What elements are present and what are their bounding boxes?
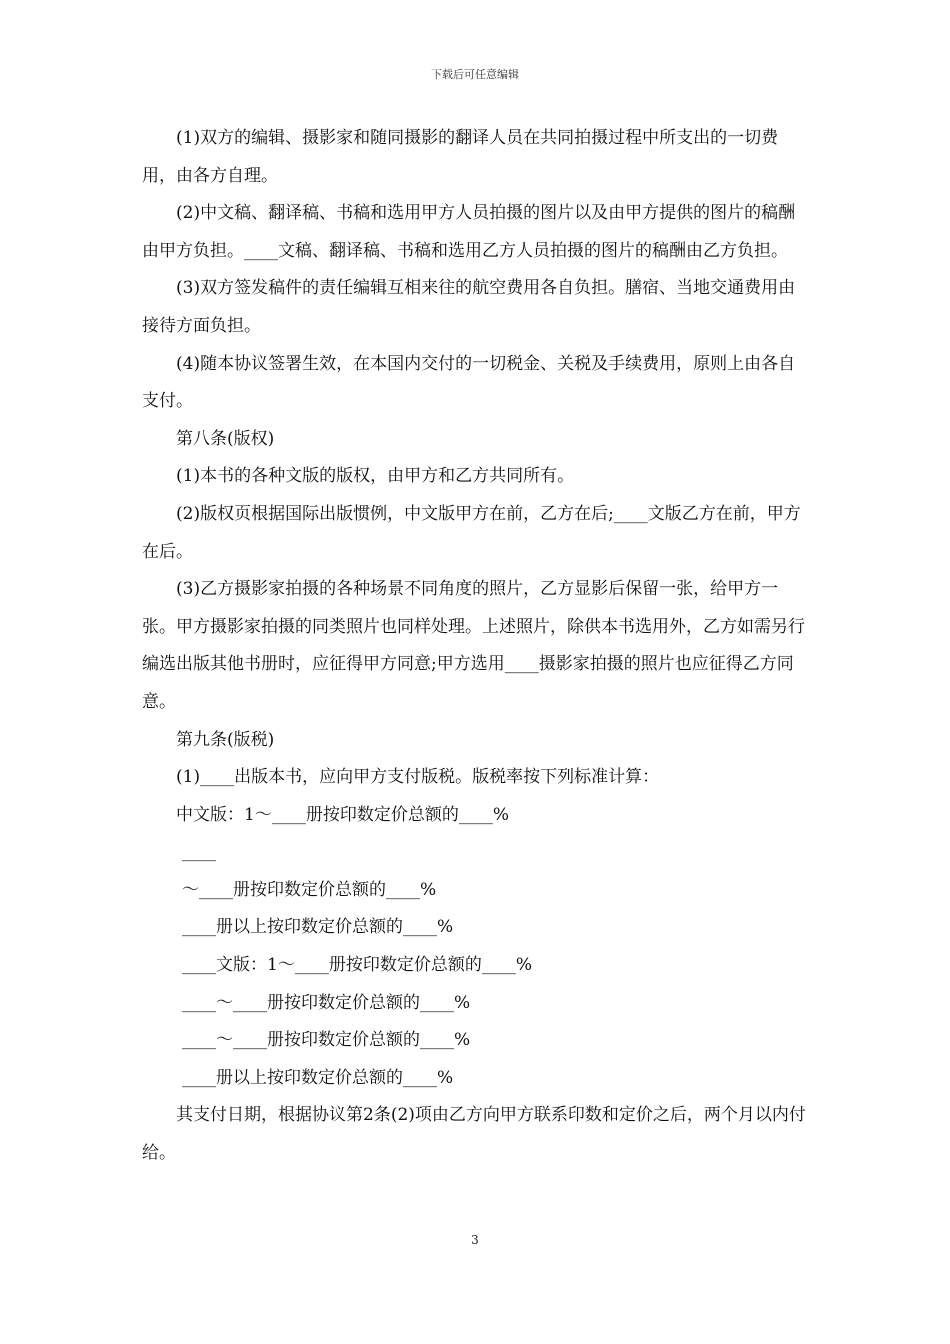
- clause-paragraph: (4)随本协议签署生效，在本国内交付的一切税金、关税及手续费用，原则上由各自支付。: [142, 353, 796, 412]
- clause-paragraph: (3)乙方摄影家拍摄的各种场景不同角度的照片，乙方显影后保留一张，给甲方一张。甲方摄影家拍摄的同类照片也同样处理。上述照片，除供本书选用外，乙方如需另行编选出版其他书册时，应征得甲方同意;甲方选用____摄影家拍摄的照片也应征得乙方同意。: [142, 579, 805, 712]
- page-header: 下载后可任意编辑: [431, 68, 519, 81]
- clause-paragraph: (2)中文稿、翻译稿、书稿和选用甲方人员拍摄的图片以及由甲方提供的图片的稿酬由甲方负担。____文稿、翻译稿、书稿和选用乙方人员拍摄的图片的稿酬由乙方负担。: [142, 203, 796, 261]
- article-heading: 第八条(版权): [176, 428, 275, 449]
- rate-line: ____册以上按印数定价总额的____%: [182, 1067, 454, 1088]
- rate-line: ____册以上按印数定价总额的____%: [182, 917, 454, 938]
- clause-paragraph: (3)双方签发稿件的责任编辑互相来往的航空费用各自负担。膳宿、当地交通费用由接待方面负担。: [142, 278, 796, 336]
- clause-paragraph: (2)版权页根据国际出版惯例，中文版甲方在前，乙方在后;____文版乙方在前，甲方在后。: [142, 503, 801, 562]
- rate-line: 中文版：1～____册按印数定价总额的____%: [176, 804, 509, 825]
- closing-paragraph: 其支付日期，根据协议第2条(2)项由乙方向甲方联系印数和定价之后，两个月以内付给。: [142, 1105, 806, 1164]
- article-heading: 第九条(版税): [176, 729, 275, 750]
- rate-line: ____文版：1～____册按印数定价总额的____%: [182, 955, 532, 976]
- clause-paragraph: (1)双方的编辑、摄影家和随同摄影的翻译人员在共同拍摄过程中所支出的一切费用，由各方自理。: [142, 128, 779, 186]
- page-number: 3: [471, 1233, 479, 1247]
- rate-line: ____: [182, 842, 216, 863]
- rate-line: ～____册按印数定价总额的____%: [182, 879, 437, 900]
- rate-line: ____～____册按印数定价总额的____%: [182, 1030, 471, 1051]
- rate-line: ____～____册按印数定价总额的____%: [182, 992, 471, 1013]
- document-body: [142, 120, 810, 1173]
- clause-paragraph: (1)本书的各种文版的版权，由甲方和乙方共同所有。: [176, 466, 575, 487]
- clause-paragraph: (1)____出版本书，应向甲方支付版税。版税率按下列标准计算：: [176, 767, 660, 788]
